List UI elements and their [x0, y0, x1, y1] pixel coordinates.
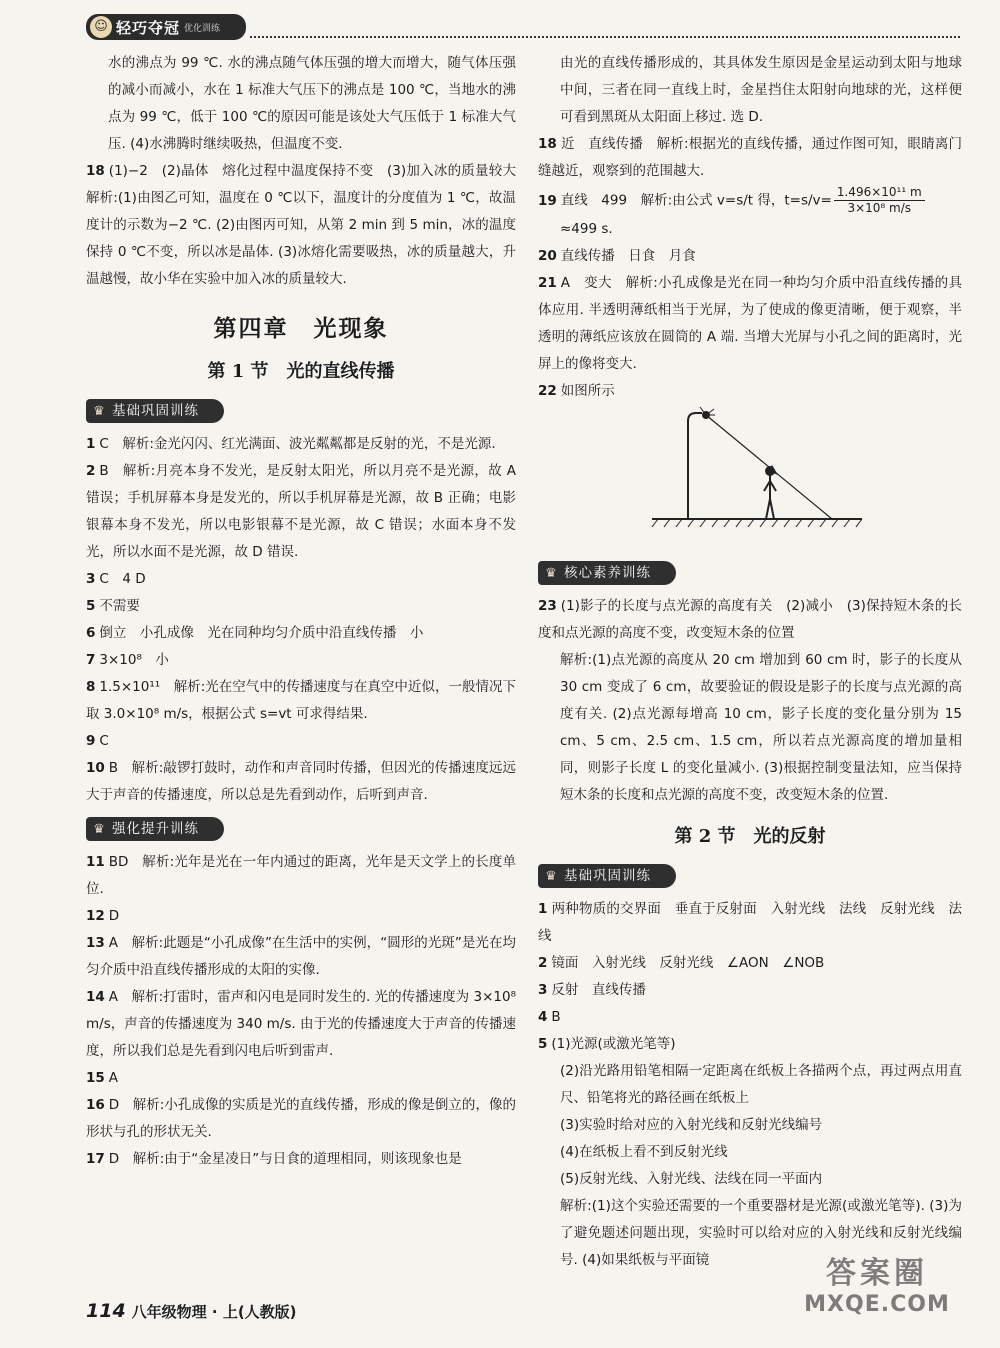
lamp-post [688, 413, 702, 519]
watermark-url: MXQE.COM [804, 1292, 950, 1317]
shadow-diagram [648, 407, 868, 535]
crown-icon: ♛ [93, 404, 105, 419]
answer-text: B 解析:敲锣打鼓时，动作和声音同时传播，但因光的传播速度远远大于声音的传播速度，所以总是先看到动作，后听到声音. [86, 760, 516, 803]
answer-number: 9 [86, 733, 96, 749]
answer-text: 两种物质的交界面 垂直于反射面 入射光线 法线 反射光线 法线 [538, 901, 962, 944]
answer-number: 22 [538, 383, 557, 399]
answer-text: 不需要 [99, 598, 140, 614]
crown-icon: ♛ [93, 822, 105, 837]
answer-number: 10 [86, 760, 105, 776]
section-banner [86, 397, 516, 425]
answer-10 [86, 755, 516, 809]
answer-19 [538, 185, 962, 216]
answer-text: D 解析:由于“金星凌日”与日食的道理相同，则该现象也是 [108, 1151, 462, 1167]
answer-5 [538, 1031, 962, 1058]
answer-text: A 解析:此题是“小孔成像”在生活中的实例，“圆形的光斑”是光在均匀介质中沿直线传播形成的太阳的实像. [86, 935, 516, 978]
banner-label: 强化提升训练 [112, 821, 199, 837]
answer-text: BD 解析:光年是光在一年内通过的距离，光年是天文学上的长度单位. [86, 854, 516, 897]
book-title: 八年级物理 · 上(人教版) [131, 1303, 297, 1321]
answer-17-continued: 水的沸点为 99 ℃. 水的沸点随气体压强的增大而增大，随气体压强的减小而减小，水在 1 标准大气压下的沸点是 100 ℃，当地水的沸点为 99 ℃，低于 100 ℃的原因可能是该处大气压低于 1 标准大气压. (4)水沸腾时继续吸热，但温度不变. [108, 55, 516, 152]
answer-6 [86, 620, 516, 647]
answer-text: 1.5×10¹¹ 解析:光在空气中的传播速度与在真空中近似，一般情况下取 3.0×10⁸ m/s，根据公式 s=vt 可求得结果. [86, 679, 516, 722]
answer-15 [86, 1065, 516, 1092]
answer-9 [86, 728, 516, 755]
answer-number: 2 [538, 955, 548, 971]
answer-text: C [99, 733, 109, 749]
answer-3 [538, 977, 962, 1004]
answer-2 [538, 950, 962, 977]
brand-subtitle: 优化训练 [184, 24, 221, 34]
answer-number: 5 [86, 598, 96, 614]
answer-text: 3×10⁸ 小 [99, 652, 169, 668]
answer-text: A 解析:打雷时，雷声和闪电是同时发生的. 光的传播速度为 3×10⁸ m/s，声音的传播速度为 340 m/s. 由于光的传播速度大于声音的传播速度，所以我们总是先看到闪电后听到雷声. [86, 989, 516, 1059]
answer-8 [86, 674, 516, 728]
banner-label: 核心素养训练 [564, 565, 651, 581]
answer-text: 近 直线传播 解析:根据光的直线传播，通过作图可知，眼睛离门缝越近，观察到的范围越大. [538, 136, 962, 179]
answer-23-explanation: 解析:(1)点光源的高度从 20 cm 增加到 60 cm 时，影子的长度从 30 cm 变成了 6 cm，故要验证的假设是影子的长度与点光源的高度有关. (2)点光源每增高 10 cm，影子长度的变化量分别为 15 cm、5 cm、2.5 cm、1.5 cm，所以若点光源高度的增加量相同，则影子长度 L 的变化量减小. (3)根据控制变量法知，应当保持短木条的长度和点光源的高度不变，改变短木条的位置. [560, 652, 962, 803]
watermark-text: 答案圈 [826, 1256, 928, 1291]
answer-number: 21 [538, 275, 557, 291]
answer-1 [86, 431, 516, 458]
answer-18 [538, 131, 962, 185]
answer-text: D 解析:小孔成像的实质是光的直线传播，形成的像是倒立的，像的形状与孔的形状无关. [86, 1097, 516, 1140]
answer-5 [86, 593, 516, 620]
answer-number: 13 [86, 935, 105, 951]
answer-number: 20 [538, 248, 557, 264]
right-column [538, 50, 962, 1274]
section-banner [538, 559, 962, 587]
answer-13 [86, 930, 516, 984]
section-banner [538, 862, 962, 890]
answer-number: 3 [538, 982, 548, 998]
answer-number: 7 [86, 652, 96, 668]
answer-number: 2 [86, 463, 96, 479]
answer-number: 1 [538, 901, 548, 917]
answer-number: 19 [538, 192, 557, 209]
answer-number: 8 [86, 679, 96, 695]
answer-5-part-5: (5)反射光线、入射光线、法线在同一平面内 [560, 1171, 823, 1187]
answer-text: 倒立 小孔成像 光在同种均匀介质中沿直线传播 小 [99, 625, 424, 641]
answer-number: 1 [86, 436, 96, 452]
fraction-numerator: 1.496×10¹¹ m [834, 185, 925, 201]
mascot-icon: ☺ [90, 16, 112, 38]
answer-text: (1)光源(或激光笔等) [551, 1036, 676, 1052]
answer-number: 18 [538, 136, 557, 152]
answer-5-explanation: 解析:(1)这个实验还需要的一个重要器材是光源(或激光笔等). (3)为了避免题述问题出现，实验时可以给对应的入射光线和反射光线编号. (4)如果纸板与平面镜 [560, 1198, 962, 1268]
answer-number: 23 [538, 598, 557, 614]
answer-22 [538, 378, 962, 405]
page-number: 114 [86, 1300, 126, 1322]
section-banner [86, 815, 516, 843]
answer-text: (1)影子的长度与点光源的高度有关 (2)减小 (3)保持短木条的长度和点光源的高度不变，改变短木条的位置 [538, 598, 962, 641]
answer-number: 14 [86, 989, 105, 1005]
answer-number: 5 [538, 1036, 548, 1052]
answer-21 [538, 270, 962, 378]
answer-text: 如图所示 [560, 383, 615, 399]
answer-number: 15 [86, 1070, 105, 1086]
answer-20 [538, 243, 962, 270]
answer-1 [538, 896, 962, 950]
answer-text: B [551, 1009, 561, 1025]
answer-18 [86, 158, 530, 293]
banner-label: 基础巩固训练 [112, 403, 199, 419]
answer-text: 镜面 入射光线 反射光线 ∠AON ∠NOB [551, 955, 825, 971]
watermark [802, 1248, 952, 1317]
answer-text: A [108, 1070, 119, 1086]
answer-number: 18 [86, 163, 105, 179]
answer-2 [86, 458, 516, 566]
answer-number: 4 [538, 1009, 548, 1025]
crown-icon: ♛ [545, 869, 557, 884]
header-divider [250, 36, 960, 38]
answer-text: C 4 D [99, 571, 146, 587]
lamp-icon [700, 407, 715, 421]
section-title: 第 2 节 光的反射 [674, 826, 826, 847]
answer-12 [86, 903, 516, 930]
fraction-denominator: 3×10⁸ m/s [847, 201, 912, 215]
answer-7 [86, 647, 516, 674]
answer-text: 反射 直线传播 [551, 982, 646, 998]
answer-5-part-4: (4)在纸板上看不到反射光线 [560, 1144, 728, 1160]
answer-17-continued: 由光的直线传播形成的，其具体发生原因是金星运动到太阳与地球中间，三者在同一直线上时，金星挡住太阳射向地球的光，这样便可看到黑斑从太阳面上移过. 选 D. [560, 55, 962, 125]
answer-number: 17 [86, 1151, 105, 1167]
answer-text: C 解析:金光闪闪、红光满面、波光粼粼都是反射的光，不是光源. [99, 436, 496, 452]
answer-text: 直线传播 日食 月食 [560, 248, 696, 264]
page-header [86, 14, 966, 44]
answer-text: (1)−2 (2)晶体 熔化过程中温度保持不变 (3)加入冰的质量较大 解析:(1)由图乙可知，温度在 0 ℃以下，温度计的分度值为 1 ℃，故温度计的示数为−2 ℃. (2)由图丙可知，从第 2 min 到 5 min，冰的温度保持 0 ℃不变，所以冰是晶体. (3)冰熔化需要吸热，冰的质量越大，升温越慢，故小华在实验中加入冰的质量较大. [86, 163, 530, 287]
crown-icon: ♛ [545, 566, 557, 581]
answer-4 [538, 1004, 962, 1031]
answer-number: 16 [86, 1097, 105, 1113]
answer-5-part-3: (3)实验时给对应的入射光线和反射光线编号 [560, 1117, 823, 1133]
answer-number: 3 [86, 571, 96, 587]
ground-hatching [652, 519, 862, 527]
answer-text: 直线 499 解析:由公式 v=s/t 得，t=s/v= [560, 192, 832, 209]
brand-name: 轻巧夺冠 [116, 19, 181, 37]
banner-label: 基础巩固训练 [564, 868, 651, 884]
answer-3-4 [86, 566, 516, 593]
answer-19-result: ≈499 s. [560, 221, 613, 237]
answer-text: D [108, 908, 120, 924]
chapter-title: 第四章 光现象 [213, 315, 389, 342]
answer-5-part-2: (2)沿光路用铅笔相隔一定距离在纸板上各描两个点，再过两点用直尺、铅笔将光的路径画在纸板上 [560, 1063, 962, 1106]
answer-14 [86, 984, 516, 1065]
left-column [86, 50, 530, 1173]
answer-number: 6 [86, 625, 96, 641]
person-icon [764, 467, 776, 519]
answer-text: B 解析:月亮本身不发光，是反射太阳光，所以月亮不是光源，故 A 错误；手机屏幕本身是发光的，所以手机屏幕是光源，故 B 正确；电影银幕本身不发光，所以电影银幕不是光源，故 C 错误；水面本身不发光，所以水面不是光源，故 D 错误. [86, 463, 516, 560]
answer-23 [538, 593, 962, 647]
answer-16 [86, 1092, 516, 1146]
answer-text: A 变大 解析:小孔成像是光在同一种均匀介质中沿直线传播的具体应用. 半透明薄纸相当于光屏，为了使成的像更清晰，便于观察，半透明的薄纸应该放在圆筒的 A 端. 当增大光屏与小孔之间的距离时，光屏上的像将变大. [538, 275, 962, 372]
answer-number: 11 [86, 854, 105, 870]
answer-number: 12 [86, 908, 105, 924]
fraction [834, 185, 925, 216]
brand-logo [86, 14, 246, 40]
answer-17 [86, 1146, 516, 1173]
section-title: 第 1 节 光的直线传播 [207, 361, 395, 382]
page-footer [86, 1300, 297, 1322]
answer-11 [86, 849, 516, 903]
